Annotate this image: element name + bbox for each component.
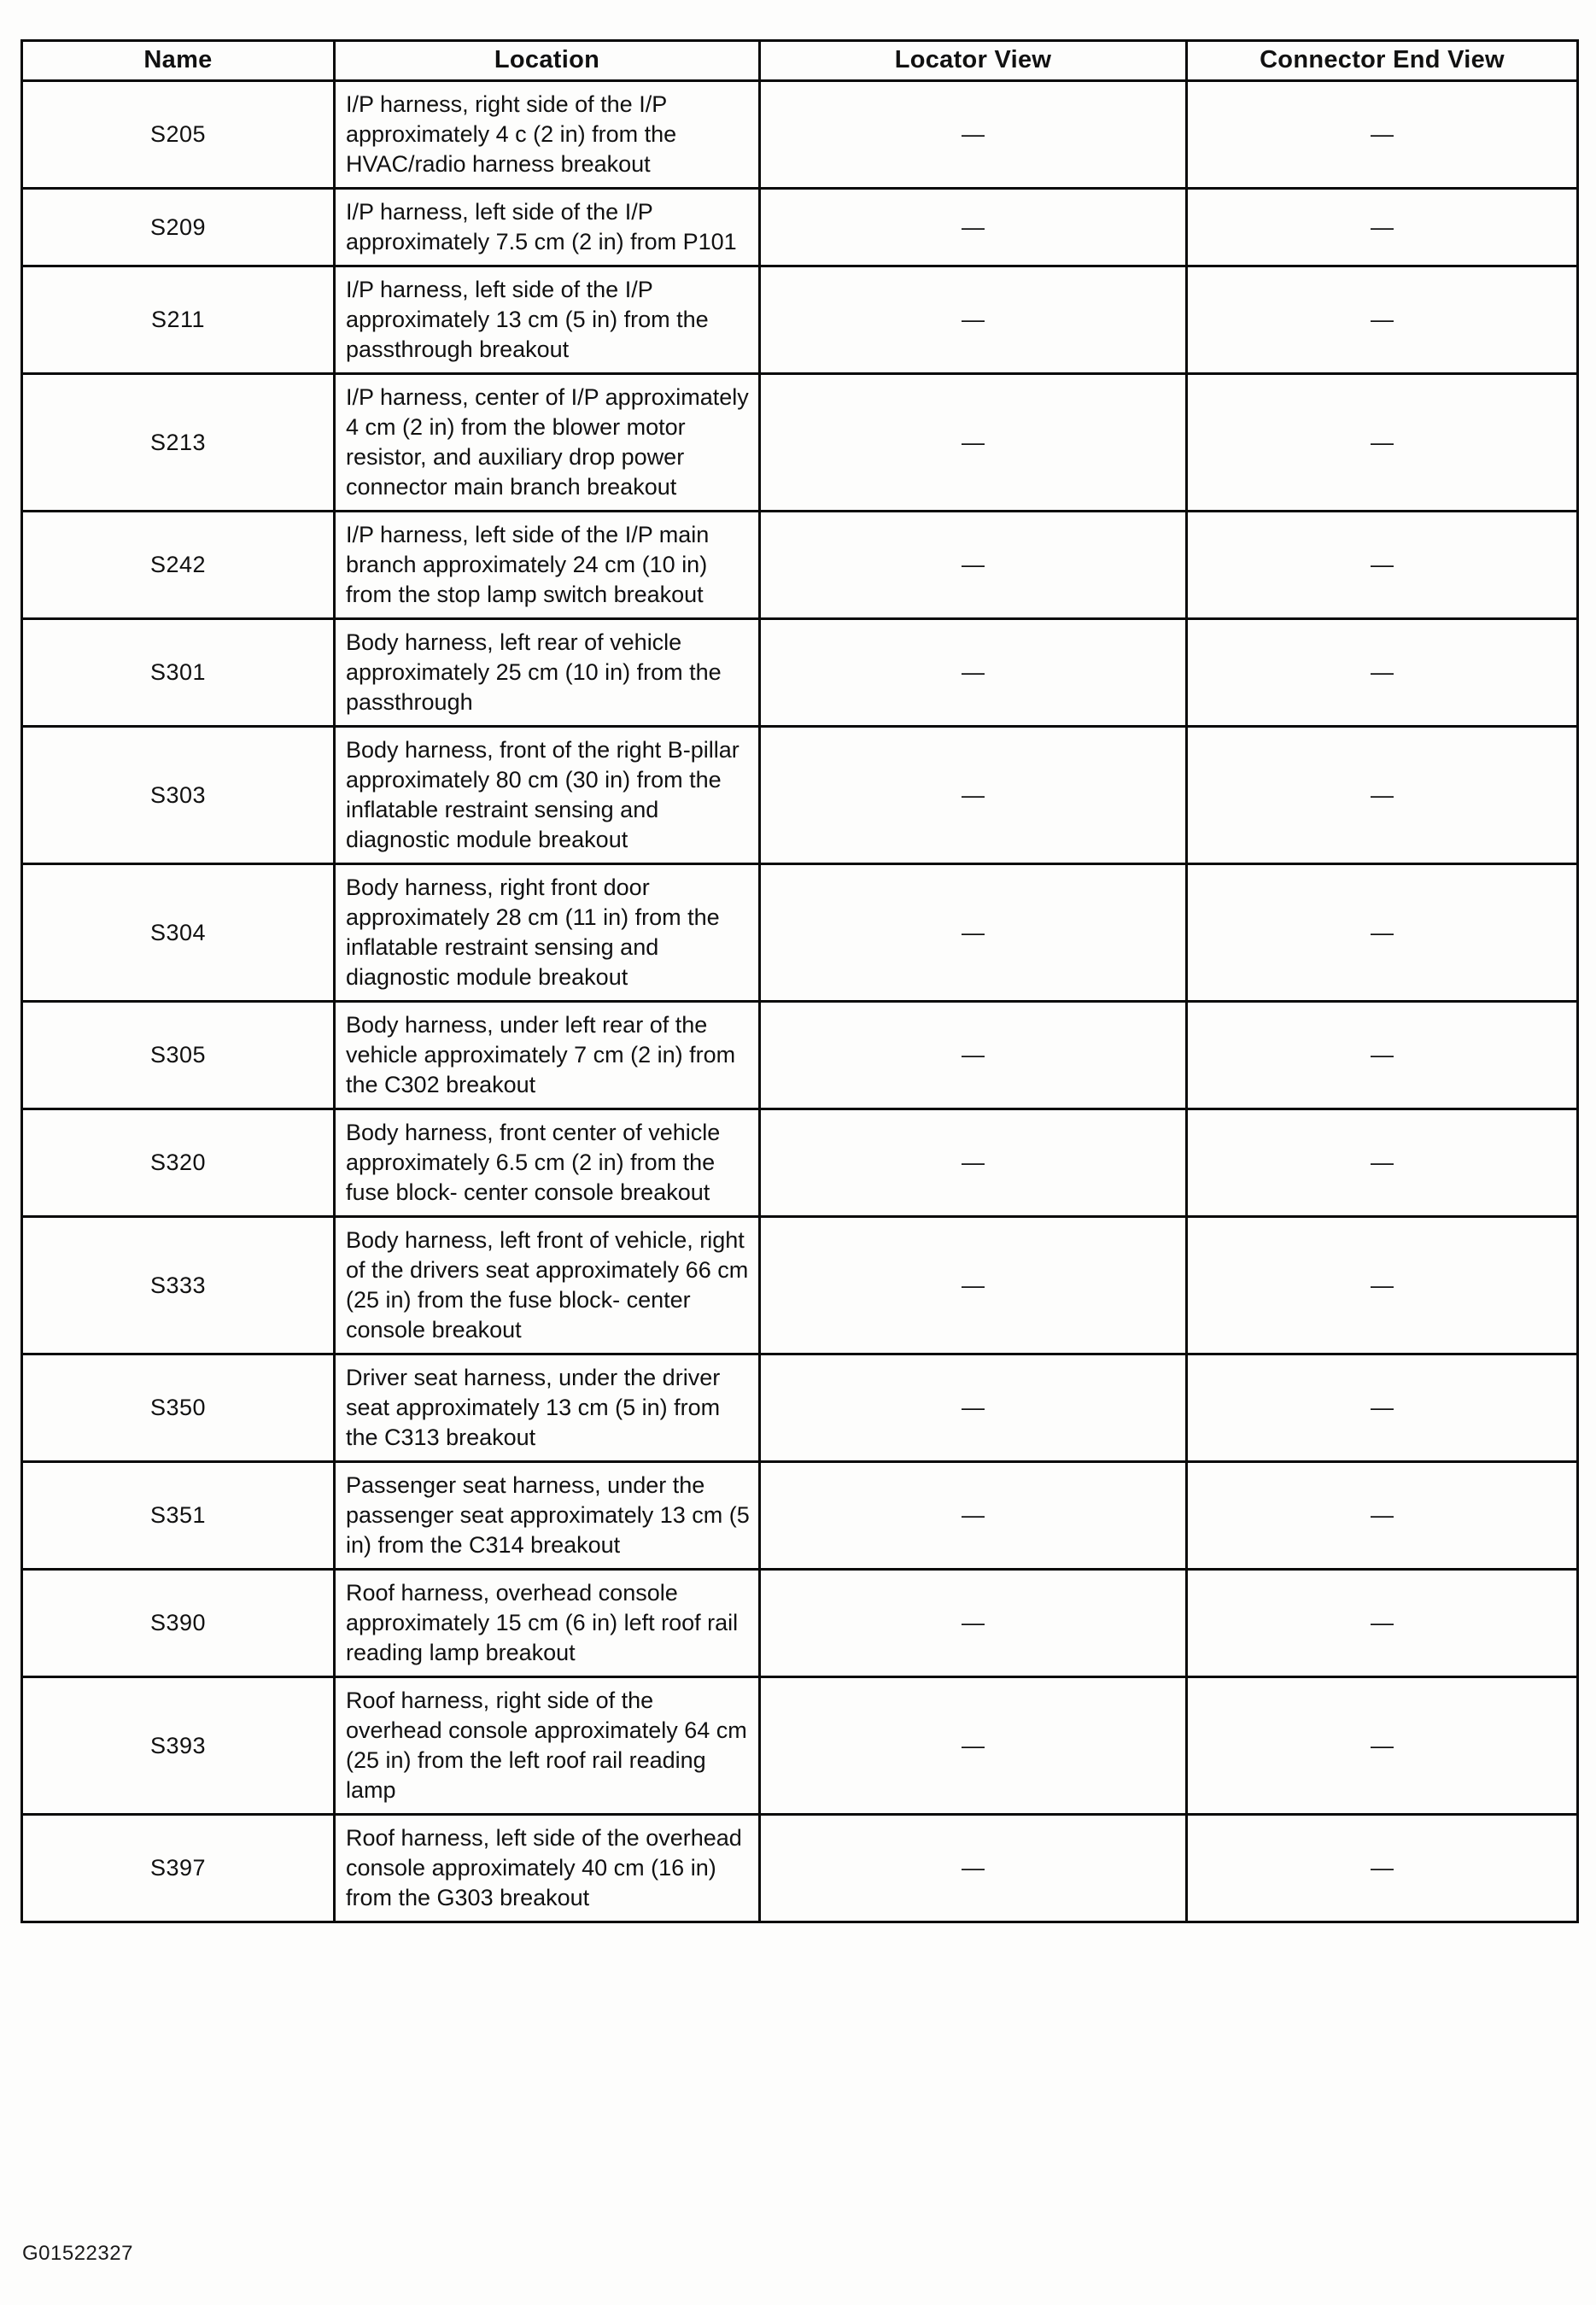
table-row	[22, 266, 1578, 374]
location-text: Body harness, front of the right B-pillar approximately 80 cm (30 in) from the inflatable restraint sensing and diagnostic module breakout	[335, 727, 760, 864]
table-row	[22, 1677, 1578, 1815]
locator-view-dash: —	[760, 864, 1187, 1002]
table-header	[22, 41, 1578, 81]
connector-end-view-dash: —	[1187, 1109, 1578, 1217]
splice-name: S333	[22, 1217, 335, 1354]
table-row	[22, 1217, 1578, 1354]
splice-name: S242	[22, 512, 335, 619]
splice-name: S390	[22, 1570, 335, 1677]
header-connector-end-view: Connector End View	[1187, 41, 1578, 81]
connector-end-view-dash: —	[1187, 864, 1578, 1002]
table-row	[22, 1002, 1578, 1109]
splice-name: S305	[22, 1002, 335, 1109]
locator-view-dash: —	[760, 727, 1187, 864]
location-text: I/P harness, left side of the I/P main branch approximately 24 cm (10 in) from the stop lamp switch breakout	[335, 512, 760, 619]
connector-end-view-dash: —	[1187, 189, 1578, 266]
table-row	[22, 1109, 1578, 1217]
location-text: Body harness, left rear of vehicle approximately 25 cm (10 in) from the passthrough	[335, 619, 760, 727]
splice-location-table	[20, 39, 1579, 1923]
splice-name: S209	[22, 189, 335, 266]
table-row	[22, 189, 1578, 266]
header-name: Name	[22, 41, 335, 81]
location-text: Roof harness, left side of the overhead console approximately 40 cm (16 in) from the G303 breakout	[335, 1815, 760, 1922]
table-row	[22, 1354, 1578, 1462]
connector-end-view-dash: —	[1187, 619, 1578, 727]
locator-view-dash: —	[760, 619, 1187, 727]
locator-view-dash: —	[760, 266, 1187, 374]
header-locator-view: Locator View	[760, 41, 1187, 81]
splice-name: S301	[22, 619, 335, 727]
table-row	[22, 727, 1578, 864]
connector-end-view-dash: —	[1187, 266, 1578, 374]
location-text: Body harness, right front door approximately 28 cm (11 in) from the inflatable restraint sensing and diagnostic module breakout	[335, 864, 760, 1002]
location-text: Body harness, front center of vehicle approximately 6.5 cm (2 in) from the fuse block- center console breakout	[335, 1109, 760, 1217]
locator-view-dash: —	[760, 1109, 1187, 1217]
locator-view-dash: —	[760, 1462, 1187, 1570]
connector-end-view-dash: —	[1187, 1570, 1578, 1677]
location-text: I/P harness, center of I/P approximately 4 cm (2 in) from the blower motor resistor, and auxiliary drop power connector main branch breakout	[335, 374, 760, 512]
splice-name: S205	[22, 81, 335, 189]
locator-view-dash: —	[760, 1354, 1187, 1462]
location-text: Roof harness, right side of the overhead console approximately 64 cm (25 in) from the left roof rail reading lamp	[335, 1677, 760, 1815]
table-row	[22, 81, 1578, 189]
connector-end-view-dash: —	[1187, 81, 1578, 189]
splice-name: S213	[22, 374, 335, 512]
table-row	[22, 619, 1578, 727]
location-text: I/P harness, left side of the I/P approximately 13 cm (5 in) from the passthrough breakout	[335, 266, 760, 374]
connector-end-view-dash: —	[1187, 512, 1578, 619]
table-body	[22, 81, 1578, 1922]
splice-name: S393	[22, 1677, 335, 1815]
locator-view-dash: —	[760, 1677, 1187, 1815]
splice-name: S320	[22, 1109, 335, 1217]
location-text: Passenger seat harness, under the passenger seat approximately 13 cm (5 in) from the C314 breakout	[335, 1462, 760, 1570]
location-text: I/P harness, left side of the I/P approximately 7.5 cm (2 in) from P101	[335, 189, 760, 266]
splice-name: S350	[22, 1354, 335, 1462]
table-row	[22, 1570, 1578, 1677]
location-text: Body harness, under left rear of the vehicle approximately 7 cm (2 in) from the C302 breakout	[335, 1002, 760, 1109]
header-location: Location	[335, 41, 760, 81]
splice-name: S351	[22, 1462, 335, 1570]
table-row	[22, 374, 1578, 512]
locator-view-dash: —	[760, 81, 1187, 189]
connector-end-view-dash: —	[1187, 1815, 1578, 1922]
header-row	[22, 41, 1578, 81]
location-text: Driver seat harness, under the driver seat approximately 13 cm (5 in) from the C313 breakout	[335, 1354, 760, 1462]
connector-end-view-dash: —	[1187, 1354, 1578, 1462]
table-row	[22, 512, 1578, 619]
location-text: Body harness, left front of vehicle, right of the drivers seat approximately 66 cm (25 in) from the fuse block- center console breakout	[335, 1217, 760, 1354]
figure-id-label: G01522327	[22, 2242, 133, 2265]
locator-view-dash: —	[760, 512, 1187, 619]
locator-view-dash: —	[760, 1815, 1187, 1922]
table-row	[22, 864, 1578, 1002]
table-row	[22, 1815, 1578, 1922]
splice-name: S397	[22, 1815, 335, 1922]
connector-end-view-dash: —	[1187, 1002, 1578, 1109]
locator-view-dash: —	[760, 189, 1187, 266]
connector-end-view-dash: —	[1187, 727, 1578, 864]
splice-name: S211	[22, 266, 335, 374]
connector-end-view-dash: —	[1187, 1677, 1578, 1815]
connector-end-view-dash: —	[1187, 1462, 1578, 1570]
table-row	[22, 1462, 1578, 1570]
locator-view-dash: —	[760, 374, 1187, 512]
splice-name: S304	[22, 864, 335, 1002]
locator-view-dash: —	[760, 1002, 1187, 1109]
connector-end-view-dash: —	[1187, 374, 1578, 512]
splice-name: S303	[22, 727, 335, 864]
location-text: Roof harness, overhead console approximately 15 cm (6 in) left roof rail reading lamp breakout	[335, 1570, 760, 1677]
locator-view-dash: —	[760, 1217, 1187, 1354]
connector-end-view-dash: —	[1187, 1217, 1578, 1354]
location-text: I/P harness, right side of the I/P approximately 4 c (2 in) from the HVAC/radio harness breakout	[335, 81, 760, 189]
locator-view-dash: —	[760, 1570, 1187, 1677]
